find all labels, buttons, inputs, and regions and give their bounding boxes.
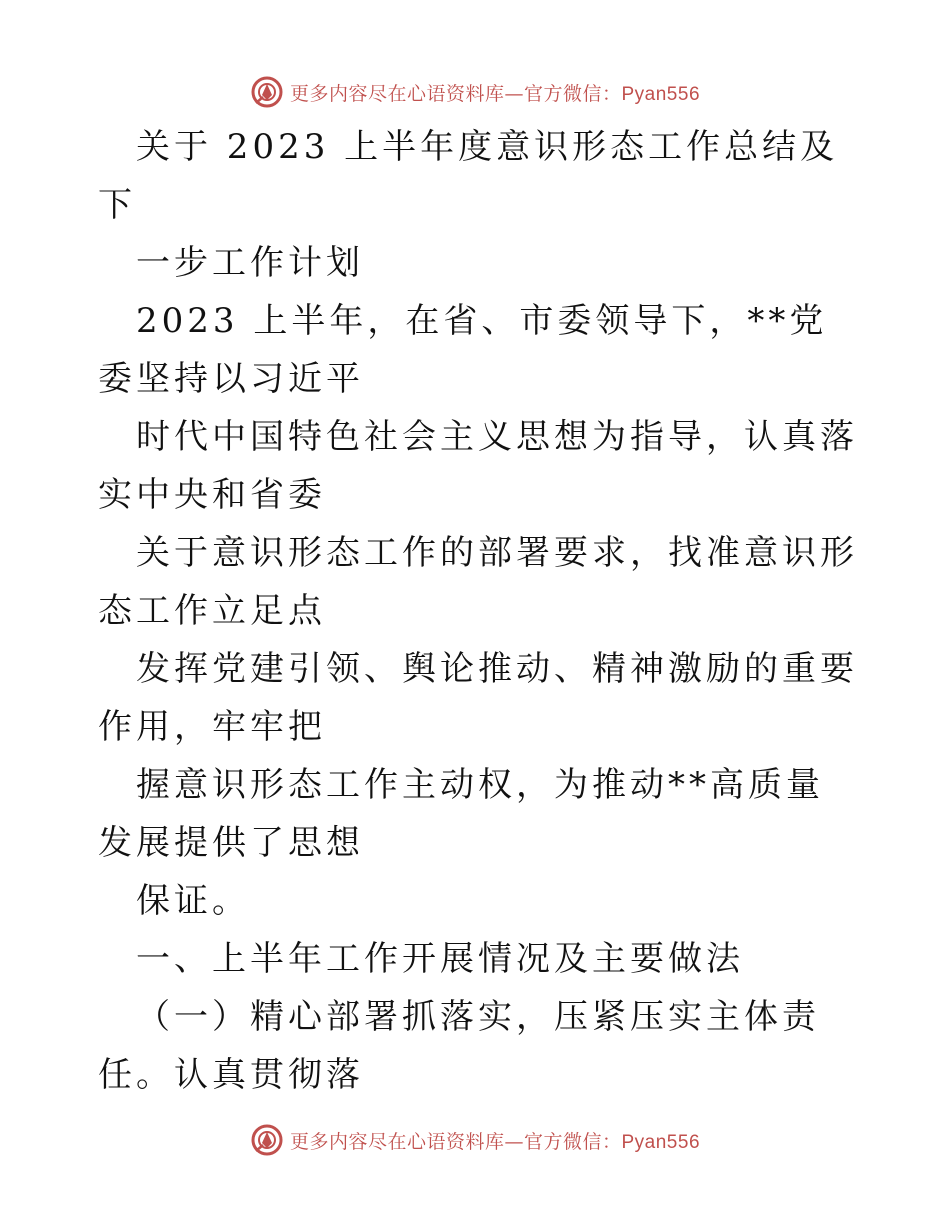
footer-watermark: [0, 1120, 950, 1160]
subsection-heading-1: （一）精心部署抓落实，压紧压实主体责任。认真贯彻落: [98, 997, 820, 1095]
header-watermark: [0, 72, 950, 112]
pen-nib-circle-icon: [250, 75, 284, 109]
section-heading-1: 一、上半年工作开展情况及主要做法: [136, 939, 744, 979]
watermark-wechat-id: Pyan556: [621, 1131, 701, 1153]
paragraph-1: 2023 上半年，在省、市委领导下，**党委坚持以习近平: [98, 301, 828, 399]
pen-nib-circle-icon: [250, 1123, 284, 1157]
document-title-line-2: 一步工作计划: [136, 243, 364, 283]
paragraph-4: 发挥党建引领、舆论推动、精神激励的重要作用，牢牢把: [98, 649, 858, 747]
watermark-wechat-id: Pyan556: [621, 83, 701, 105]
paragraph-3: 关于意识形态工作的部署要求，找准意识形态工作立足点: [98, 533, 858, 631]
watermark-text: 更多内容尽在心语资料库—官方微信：Pyan556: [289, 1130, 701, 1153]
document-title-line-1: 关于 2023 上半年度意识形态工作总结及下: [98, 127, 839, 225]
paragraph-5: 握意识形态工作主动权，为推动**高质量发展提供了思想: [98, 765, 824, 863]
watermark-text: 更多内容尽在心语资料库—官方微信：Pyan556: [289, 82, 701, 105]
paragraph-6: 保证。: [136, 881, 250, 921]
paragraph-2: 时代中国特色社会主义思想为指导，认真落实中央和省委: [98, 417, 858, 515]
document-body: [98, 118, 858, 1104]
